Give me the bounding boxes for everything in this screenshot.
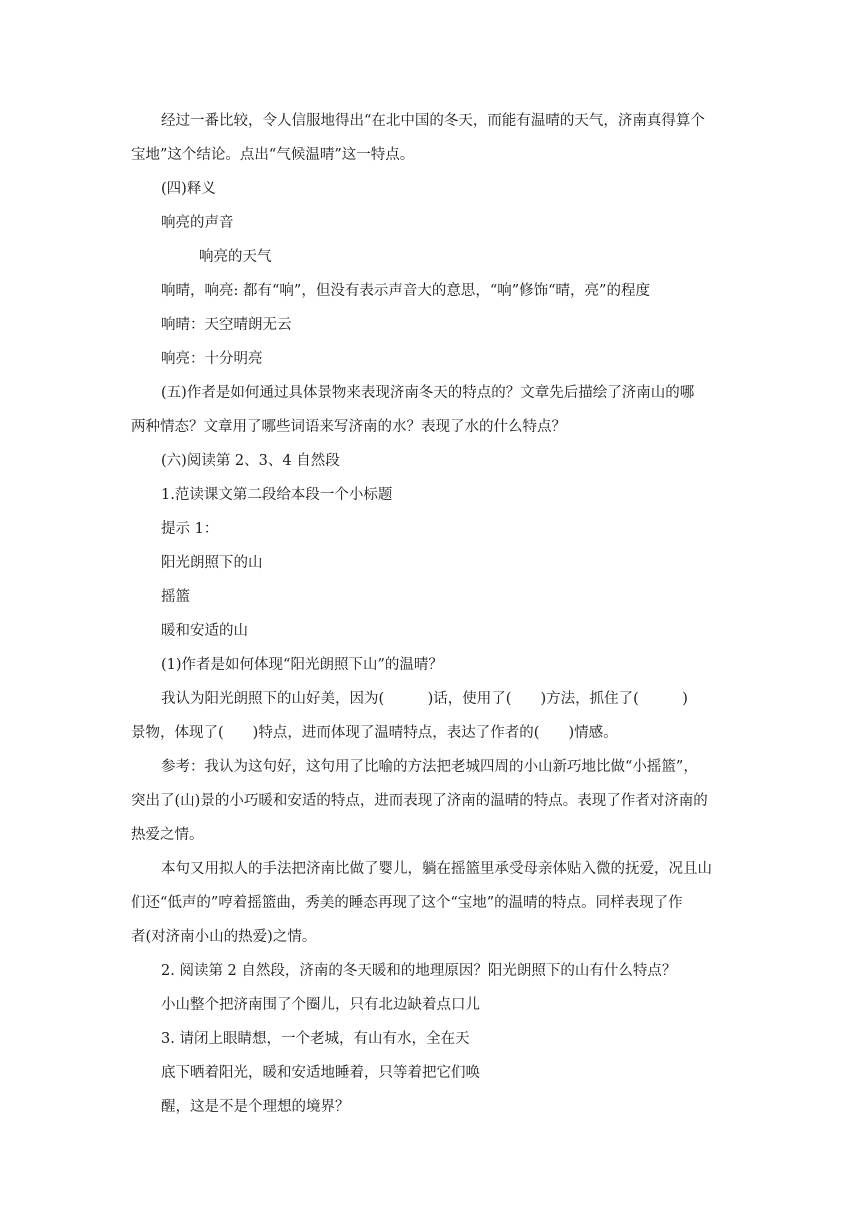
question-line: [161, 1090, 767, 1124]
text-line: 小山整个把济南围了个圈儿，只有北边缺着点口儿: [161, 997, 480, 1013]
text-line: (六)阅读第 2、3、4 自然段: [161, 453, 340, 469]
fill-blank-line: [161, 682, 767, 716]
task-line: [161, 478, 767, 512]
text-line: 响亮的天气: [199, 249, 272, 265]
term-line: [161, 206, 767, 240]
text-line: 1.范读课文第二段给本段一个小标题: [161, 487, 393, 503]
text-line: 响亮：十分明亮: [161, 351, 263, 367]
text-line: 阳光朗照下的山: [161, 555, 263, 571]
question-line: [161, 1056, 767, 1090]
text-line: (1)作者是如何体现“阳光朗照下山”的温晴？: [161, 657, 443, 673]
text-line: 们还“低声的”哼着摇篮曲，秀美的睡态再现了这个“宝地”的温晴的特点。同样表现了作: [131, 895, 683, 911]
text-line: 两种情态？文章用了哪些词语来写济南的水？表现了水的什么特点？: [131, 419, 566, 435]
definition-line: [161, 342, 767, 376]
text-line: 3. 请闭上眼睛想，一个老城，有山有水，全在天: [161, 1031, 470, 1047]
text-line: 宝地”这个结论。点出“气候温晴”这一特点。: [131, 147, 415, 163]
paragraph-conclusion-cont: [131, 138, 737, 172]
text-line: 者(对济南小山的热爱)之情。: [131, 929, 317, 945]
question-line: [161, 1022, 767, 1056]
analysis-paragraph-cont: [131, 886, 737, 920]
text-line: 响晴，响亮: 都有“响”，但没有表示声音大的意思，“响”修饰“晴，亮”的程度: [161, 283, 650, 299]
question-line: [161, 648, 767, 682]
reference-answer: [161, 750, 767, 784]
text-line: 突出了(山)景的小巧暖和安适的特点，进而表现了济南的温晴的特点。表现了作者对济南的: [131, 793, 708, 809]
text-line: 热爱之情。: [131, 827, 204, 843]
term-line: [199, 240, 805, 274]
section-heading-5: [161, 376, 767, 410]
text-line: 响亮的声音: [161, 215, 234, 231]
text-line: 摇篮: [161, 589, 190, 605]
text-line: (五)作者是如何通过具体景物来表现济南冬天的特点的？文章先后描绘了济南山的哪: [161, 385, 695, 401]
section-heading-5-cont: [131, 410, 737, 444]
text-line: (四)释义: [161, 181, 216, 197]
text-line: 暖和安适的山: [161, 623, 248, 639]
paragraph-conclusion: [161, 104, 767, 138]
text-line: 2. 阅读第 2 自然段，济南的冬天暖和的地理原因？阳光朗照下的山有什么特点？: [161, 963, 677, 979]
reference-answer-cont: [131, 784, 737, 818]
hint-line: [161, 546, 767, 580]
text-line: 底下晒着阳光，暖和安适地睡着，只等着把它们唤: [161, 1065, 480, 1081]
text-line: 提示 1：: [161, 521, 219, 537]
section-heading-6: [161, 444, 767, 478]
text-line: 我认为阳光朗照下的山好美，因为( )话，使用了( )方法，抓住了( ): [161, 691, 688, 707]
hint-label: [161, 512, 767, 546]
analysis-paragraph-cont: [131, 920, 737, 954]
text-line: 参考：我认为这句好，这句用了比喻的方法把老城四周的小山新巧地比做“小摇篮”，: [161, 759, 698, 775]
question-line: [161, 954, 767, 988]
text-line: 响晴：天空晴朗无云: [161, 317, 292, 333]
text-line: 醒，这是不是个理想的境界？: [161, 1099, 350, 1115]
fill-blank-line-cont: [131, 716, 737, 750]
text-line: 景物，体现了( )特点，进而体现了温晴特点，表达了作者的( )情感。: [131, 725, 618, 741]
section-heading-4: [161, 172, 767, 206]
hint-line: [161, 580, 767, 614]
definition-line: [161, 274, 767, 308]
reference-answer-cont: [131, 818, 737, 852]
hint-line: [161, 614, 767, 648]
text-line: 本句又用拟人的手法把济南比做了婴儿，躺在摇篮里承受母亲体贴入微的抚爱，况且山: [161, 861, 712, 877]
definition-line: [161, 308, 767, 342]
answer-line: [161, 988, 767, 1022]
analysis-paragraph: [161, 852, 767, 886]
text-line: 经过一番比较，令人信服地得出“在北中国的冬天，而能有温晴的天气，济南真得算个: [161, 113, 705, 129]
